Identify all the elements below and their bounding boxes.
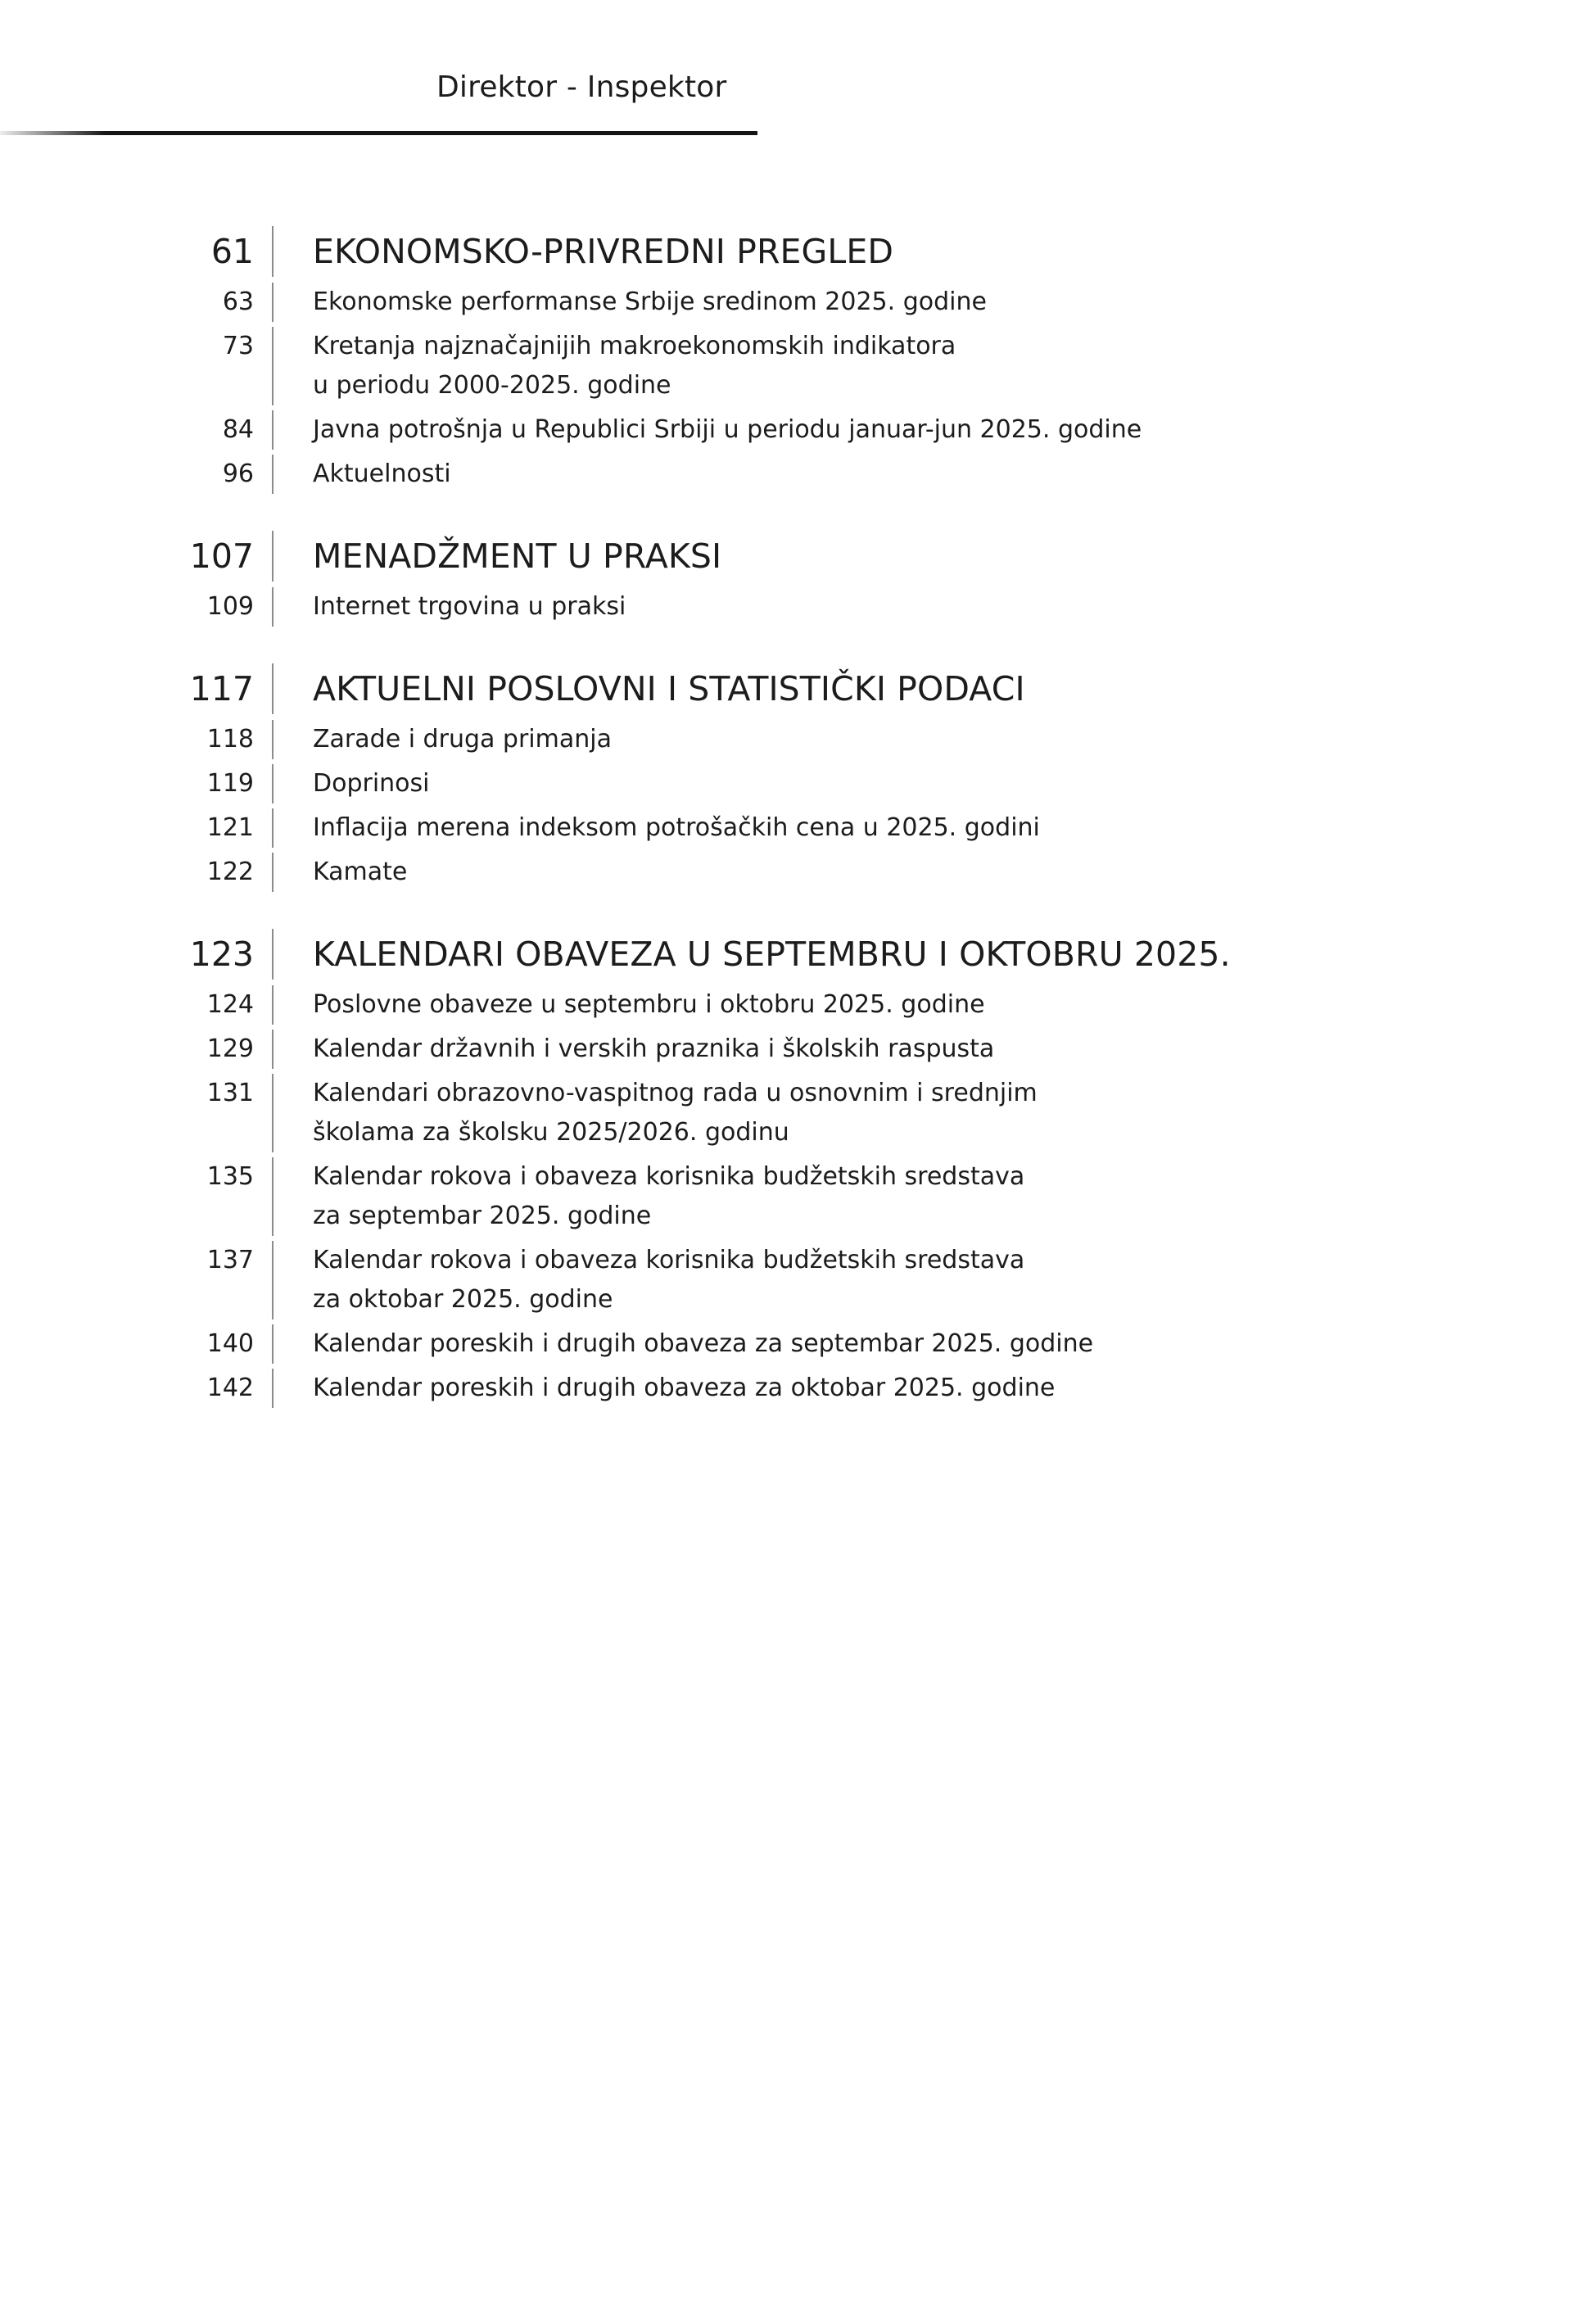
- toc-entry-page: 131: [206, 1079, 254, 1107]
- page-header: [0, 0, 1596, 131]
- toc-section-title: EKONOMSKO-PRIVREDNI PREGLED: [313, 232, 894, 271]
- table-of-contents: [0, 220, 1596, 1410]
- toc-section-page: 61: [210, 232, 254, 271]
- toc-entry-title: [274, 985, 985, 1025]
- page-title: Direktor - Inspektor: [436, 70, 727, 104]
- toc-entry-page: 124: [206, 990, 254, 1019]
- toc-entry-page: 135: [206, 1162, 254, 1191]
- toc-section-row[interactable]: [0, 524, 1596, 585]
- toc-entry-title: [274, 455, 451, 494]
- toc-entry-page: 109: [206, 592, 254, 621]
- toc-entry-title-line2: u periodu 2000-2025. godine: [313, 371, 671, 400]
- toc-entry-title-line2: školama za školsku 2025/2026. godinu: [313, 1118, 789, 1147]
- toc-entry-page: 142: [206, 1374, 254, 1402]
- toc-entry-row[interactable]: [0, 762, 1596, 806]
- toc-entry-page: 137: [206, 1246, 254, 1274]
- toc-section-title: KALENDARI OBAVEZA U SEPTEMBRU I OKTOBRU 2025.: [313, 935, 1231, 974]
- toc-entry-title-line1: Inflacija merena indeksom potrošačkih cena u 2025. godini: [313, 813, 1040, 842]
- toc-entry-row[interactable]: [0, 408, 1596, 452]
- toc-entry-title-line1: Kalendar poreskih i drugih obaveza za septembar 2025. godine: [313, 1329, 1094, 1358]
- toc-entry-page: 96: [222, 459, 254, 488]
- toc-entry-title: [274, 410, 1142, 450]
- toc-entry-title-line1: Ekonomske performanse Srbije sredinom 2025. godine: [313, 287, 987, 316]
- toc-group: [0, 524, 1596, 629]
- toc-entry-page: 84: [222, 415, 254, 444]
- toc-entry-title-line1: Doprinosi: [313, 769, 430, 798]
- toc-entry-row[interactable]: [0, 1322, 1596, 1366]
- toc-entry-title: [274, 1369, 1055, 1408]
- toc-entry-title: [274, 1241, 1024, 1319]
- toc-entry-title: [274, 1324, 1093, 1364]
- toc-section-row[interactable]: [0, 657, 1596, 717]
- toc-entry-title-line1: Kretanja najznačajnijih makroekonomskih indikatora: [313, 332, 956, 360]
- toc-entry-title-line1: Kalendari obrazovno-vaspitnog rada u osnovnim i srednjim: [313, 1079, 1038, 1107]
- toc-section-title: MENADŽMENT U PRAKSI: [313, 536, 722, 576]
- toc-entry-title-line1: Kalendar rokova i obaveza korisnika budžetskih sredstava: [313, 1246, 1025, 1274]
- toc-entry-title-line1: Zarade i druga primanja: [313, 725, 612, 754]
- toc-group: [0, 657, 1596, 894]
- toc-entry-row[interactable]: [0, 324, 1596, 408]
- toc-entry-row[interactable]: [0, 452, 1596, 496]
- toc-section-page: 123: [189, 935, 254, 974]
- toc-group-spacer: [0, 629, 1596, 657]
- toc-entry-row[interactable]: [0, 1155, 1596, 1238]
- toc-section-page: 117: [189, 669, 254, 708]
- toc-entry-title-line1: Kalendar državnih i verskih praznika i školskih raspusta: [313, 1034, 995, 1063]
- toc-entry-row[interactable]: [0, 850, 1596, 894]
- toc-group-spacer: [0, 894, 1596, 922]
- toc-section-row[interactable]: [0, 922, 1596, 983]
- toc-entry-title: [274, 808, 1040, 848]
- toc-entry-page: 118: [206, 725, 254, 754]
- toc-entry-title: [274, 1074, 1038, 1152]
- toc-entry-title: [274, 720, 612, 759]
- toc-section-title: AKTUELNI POSLOVNI I STATISTIČKI PODACI: [313, 669, 1025, 708]
- toc-entry-row[interactable]: [0, 1366, 1596, 1410]
- toc-entry-page: 129: [206, 1034, 254, 1063]
- toc-entry-page: 122: [206, 858, 254, 886]
- toc-entry-row[interactable]: [0, 585, 1596, 629]
- toc-entry-title: [274, 1157, 1024, 1236]
- toc-entry-title: [274, 587, 626, 627]
- toc-entry-row[interactable]: [0, 280, 1596, 324]
- toc-entry-title-line1: Kalendar poreskih i drugih obaveza za oktobar 2025. godine: [313, 1374, 1056, 1402]
- toc-entry-title: [274, 1030, 994, 1069]
- toc-section-page: 107: [189, 536, 254, 576]
- toc-entry-title-line1: Aktuelnosti: [313, 459, 451, 488]
- toc-group-spacer: [0, 496, 1596, 524]
- toc-section-row[interactable]: [0, 220, 1596, 280]
- toc-entry-page: 140: [206, 1329, 254, 1358]
- toc-entry-page: 119: [206, 769, 254, 798]
- header-divider-fade: [0, 131, 757, 135]
- toc-entry-title-line2: za oktobar 2025. godine: [313, 1285, 613, 1314]
- toc-entry-row[interactable]: [0, 983, 1596, 1027]
- toc-entry-title: [274, 764, 430, 803]
- toc-entry-row[interactable]: [0, 806, 1596, 850]
- toc-entry-title-line1: Kalendar rokova i obaveza korisnika budžetskih sredstava: [313, 1162, 1025, 1191]
- toc-entry-title-line1: Kamate: [313, 858, 408, 886]
- toc-entry-page: 73: [222, 332, 254, 360]
- toc-entry-row[interactable]: [0, 1071, 1596, 1155]
- toc-entry-page: 121: [206, 813, 254, 842]
- toc-entry-title: [274, 327, 956, 405]
- toc-entry-row[interactable]: [0, 1027, 1596, 1071]
- toc-entry-row[interactable]: [0, 1238, 1596, 1322]
- toc-entry-title-line1: Internet trgovina u praksi: [313, 592, 626, 621]
- toc-group: [0, 220, 1596, 496]
- toc-entry-row[interactable]: [0, 717, 1596, 762]
- toc-entry-title-line1: Javna potrošnja u Republici Srbiji u periodu januar-jun 2025. godine: [313, 415, 1142, 444]
- toc-entry-title-line2: za septembar 2025. godine: [313, 1202, 652, 1230]
- toc-entry-title: [274, 283, 987, 322]
- toc-entry-title-line1: Poslovne obaveze u septembru i oktobru 2025. godine: [313, 990, 985, 1019]
- toc-entry-page: 63: [222, 287, 254, 316]
- toc-group: [0, 922, 1596, 1410]
- toc-entry-title: [274, 853, 407, 892]
